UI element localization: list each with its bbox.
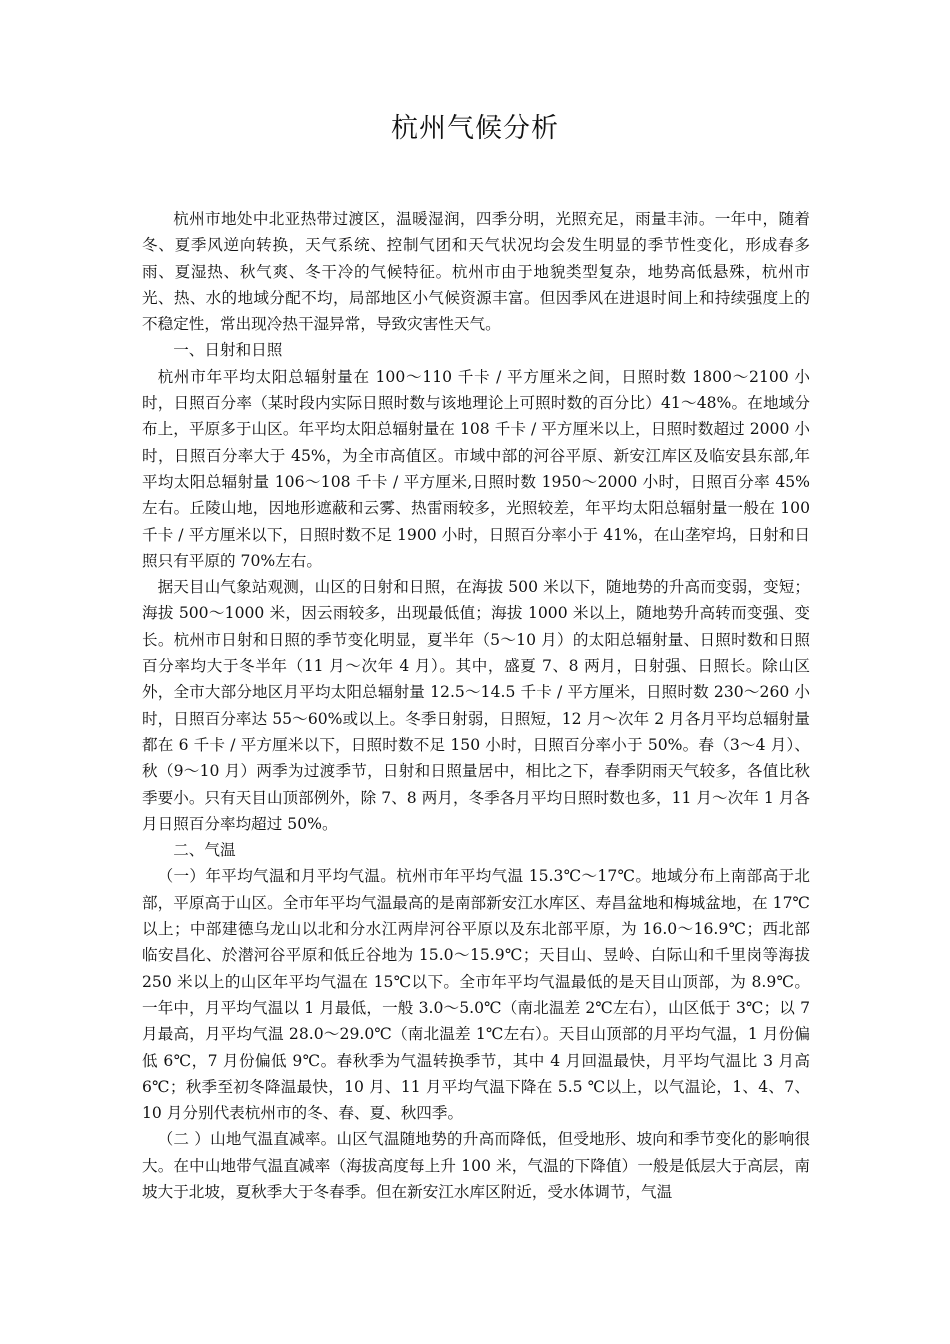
section-heading-sunshine: 一、日射和日照 [173, 341, 283, 360]
paragraph-mean-temperature: （一）年平均气温和月平均气温。杭州市年平均气温 15.3℃～17℃。地域分布上南部高于北部，平原高于山区。全市年平均气温最高的是南部新安江水库区、寿昌盆地和梅城盆地，在 17℃以上；中部建德乌龙山以北和分水江两岸河谷平原以及东北部平原，为 16.0～16.9℃；西北部临安昌化、於潜河谷平原和低丘谷地为 15.0～15.9℃；天目山、昱岭、白际山和千里岗等海拔 250 米以上的山区年平均气温在 15℃以下。全市年平均气温最低的是天目山顶部，为 8.9℃。一年中，月平均气温以 1 月最低，一般 3.0～5.0℃（南北温差 2℃左右），山区低于 3℃；以 7 月最高，月平均气温 28.0～29.0℃（南北温差 1℃左右）。天目山顶部的月平均气温，1 月份偏低 6℃，7 月份偏低 9℃。春秋季为气温转换季节，其中 4 月回温最快，月平均气温比 3 月高 6℃；秋季至初冬降温最快，10 月、11 月平均气温下降在 5.5 ℃以上，以气温论，1、4、7、10 月分别代表杭州市的冬、春、夏、秋四季。 [142, 867, 810, 1123]
paragraph-tianmu-observation: 据天目山气象站观测，山区的日射和日照，在海拔 500 米以下，随地势的升高而变弱，变短；海拔 500～1000 米，因云雨较多，出现最低值；海拔 1000 米以上，随地势升高转而变强、变长。杭州市日射和日照的季节变化明显，夏半年（5～10 月）的太阳总辐射量、日照时数和日照百分率均大于冬半年（11 月～次年 4 月）。其中，盛夏 7、8 两月，日射强、日照长。除山区外，全市大部分地区月平均太阳总辐射量 12.5～14.5 千卡 / 平方厘米，日照时数 230～260 小时，日照百分率达 55～60%或以上。冬季日射弱，日照短，12 月～次年 2 月各月平均总辐射量都在 6 千卡 / 平方厘米以下，日照时数不足 150 小时，日照百分率小于 50%。春（3～4 月）、秋（9～10 月）两季为过渡季节，日射和日照量居中，相比之下，春季阴雨天气较多，各值比秋季要小。只有天目山顶部例外，除 7、8 两月，冬季各月平均日照时数也多，11 月～次年 1 月各月日照百分率均超过 50%。 [142, 578, 810, 833]
section-heading-temperature: 二、气温 [173, 841, 236, 860]
document-title: 杭州气候分析 [391, 113, 559, 144]
paragraph-intro: 杭州市地处中北亚热带过渡区，温暖湿润，四季分明，光照充足，雨量丰沛。一年中，随着冬、夏季风逆向转换，天气系统、控制气团和天气状况均会发生明显的季节性变化，形成春多雨、夏湿热、秋气爽、冬干冷的气候特征。杭州市由于地貌类型复杂，地势高低悬殊，杭州市光、热、水的地域分配不均，局部地区小气候资源丰富。但因季风在进退时间上和持续强度上的不稳定性，常出现冷热干湿异常，导致灾害性天气。 [142, 210, 810, 334]
paragraph-lapse-rate: （二 ）山地气温直减率。山区气温随地势的升高而降低，但受地形、坡向和季节变化的影响很大。在中山地带气温直减率（海拔高度每上升 100 米，气温的下降值）一般是低层大于高层，南坡大于北坡，夏秋季大于冬春季。但在新安江水库区附近，受水体调节，气温 [142, 1130, 810, 1201]
paragraph-radiation: 杭州市年平均太阳总辐射量在 100～110 千卡 / 平方厘米之间，日照时数 1800～2100 小时，日照百分率（某时段内实际日照时数与该地理论上可照时数的百分比）41～48%。在地域分布上，平原多于山区。年平均太阳总辐射量在 108 千卡 / 平方厘米以上，日照时数超过 2000 小时，日照百分率大于 45%，为全市高值区。市域中部的河谷平原、新安江库区及临安县东部,年平均太阳总辐射量 106～108 千卡 / 平方厘米,日照时数 1950～2000 小时，日照百分率 45%左右。丘陵山地，因地形遮蔽和云雾、热雷雨较多，光照较差，年平均太阳总辐射量一般在 100 千卡 / 平方厘米以下，日照时数不足 1900 小时，日照百分率小于 41%，在山垄窄坞，日射和日照只有平原的 70%左右。 [142, 367, 810, 570]
document-body [142, 206, 810, 1205]
